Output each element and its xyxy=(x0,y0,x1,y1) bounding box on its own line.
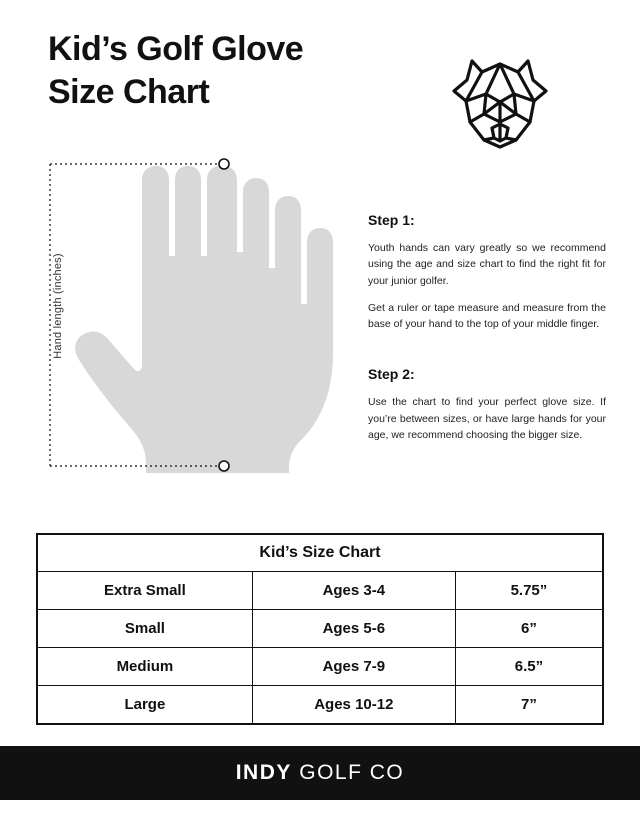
cell-size: Medium xyxy=(38,648,252,686)
brand-name-bold: INDY xyxy=(235,761,292,784)
cell-ages: Ages 10-12 xyxy=(252,686,455,724)
axis-label-hand-length: Hand length (inches) xyxy=(52,253,64,359)
cell-length: 6” xyxy=(455,610,602,648)
hand-measurement-diagram xyxy=(28,150,358,490)
cell-length: 7” xyxy=(455,686,602,724)
cell-size: Small xyxy=(38,610,252,648)
hand-silhouette xyxy=(75,166,333,473)
cell-size: Large xyxy=(38,686,252,724)
step-1-paragraph-1: Youth hands can vary greatly so we recommend using the age and size chart to find the right fit for your junior golfer. xyxy=(368,242,606,287)
size-chart-table xyxy=(36,533,604,725)
instructions xyxy=(368,212,606,454)
table-row xyxy=(38,610,602,648)
step-2-paragraph-1: Use the chart to find your perfect glove size. If you’re between sizes, or have large hands for your age, we recommend choosing the bigger size. xyxy=(368,396,606,441)
step-1-paragraph-2: Get a ruler or tape measure and measure from the base of your hand to the top of your middle finger. xyxy=(368,301,606,331)
brand-name-light: GOLF CO xyxy=(291,761,405,784)
step-1-heading: Step 1: xyxy=(368,212,415,228)
table-row xyxy=(38,572,602,610)
page-title-line-1: Kid’s Golf Glove xyxy=(48,30,304,68)
bear-head-logo-icon xyxy=(440,58,560,148)
footer-bar xyxy=(0,746,640,800)
cell-size: Extra Small xyxy=(38,572,252,610)
cell-ages: Ages 5-6 xyxy=(252,610,455,648)
table-row xyxy=(38,648,602,686)
table-row xyxy=(38,686,602,724)
brand-name xyxy=(236,761,405,785)
cell-length: 6.5” xyxy=(455,648,602,686)
cell-ages: Ages 3-4 xyxy=(252,572,455,610)
table-caption: Kid’s Size Chart xyxy=(38,535,602,572)
measurement-point-bottom-icon xyxy=(219,461,229,471)
cell-ages: Ages 7-9 xyxy=(252,648,455,686)
page-title xyxy=(48,28,388,113)
step-2-heading: Step 2: xyxy=(368,366,415,383)
page-title-line-2: Size Chart xyxy=(48,72,210,111)
measurement-point-top-icon xyxy=(219,159,229,169)
cell-length: 5.75” xyxy=(455,572,602,610)
